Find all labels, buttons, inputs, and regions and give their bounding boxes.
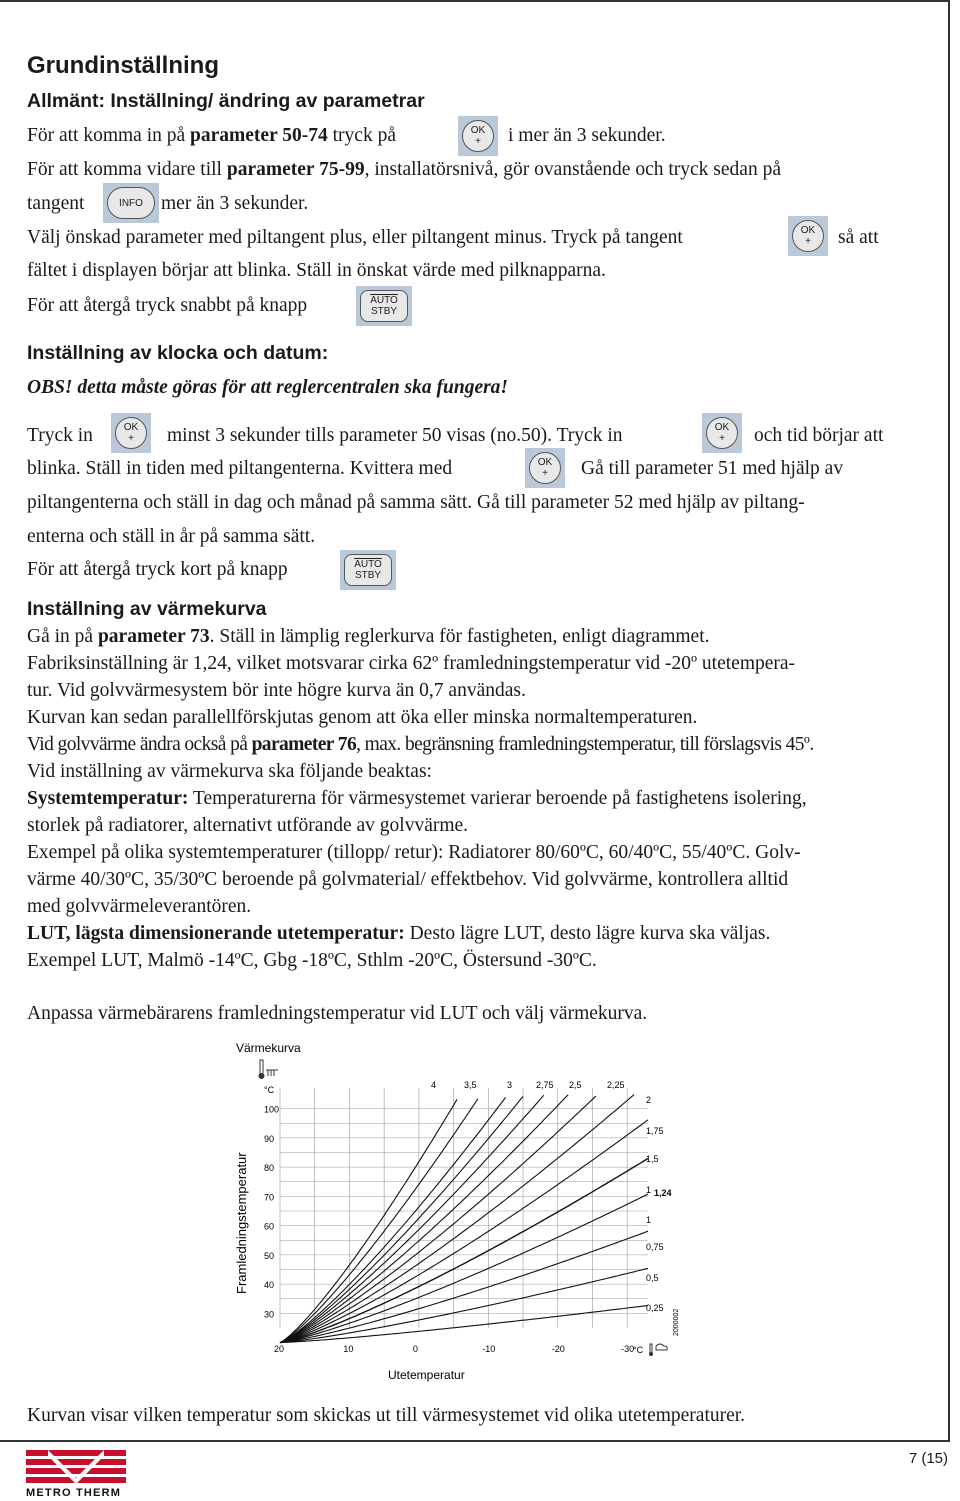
y-tick-label: 40 [264, 1280, 275, 1291]
x-tick-label: 20 [274, 1344, 285, 1354]
x-tick-label: 0 [412, 1344, 418, 1354]
curve-top-label: 2,5 [569, 1080, 582, 1090]
curve-top-label: 4 [431, 1080, 437, 1090]
clock-line-3: piltangenterna och ställ in dag och månad på samma sätt. Gå till parameter 52 med hjälp av piltang- [27, 492, 805, 513]
curve-0-75 [280, 1231, 648, 1342]
curve-line-12 [27, 922, 770, 946]
clock-heading: Inställning av klocka och datum: [27, 342, 329, 364]
text: tryck på [327, 125, 396, 146]
chart-caption: Kurvan visar vilken temperatur som skickas ut till värmesystemet vid olika utetemperaturer. [27, 1405, 746, 1426]
ok-plus-key-icon: OK + [458, 116, 498, 156]
param-ref: parameter 73 [97, 626, 210, 647]
param-range: parameter 75-99 [226, 159, 365, 180]
curve-top-label: 2,75 [536, 1080, 554, 1090]
auto-stby-key-icon: AUTO STBY [356, 286, 412, 326]
y-unit-label: °C [264, 1085, 275, 1095]
x-tick-label: -10 [482, 1344, 496, 1354]
text: För att komma in på [27, 125, 191, 146]
chart-title: Värmekurva [236, 1041, 301, 1055]
curve-right-label: 0,25 [646, 1303, 664, 1313]
curve-right-label: 1 [646, 1185, 652, 1195]
curve-right-label: 1,24 [654, 1188, 672, 1198]
y-tick-label: 30 [264, 1309, 275, 1320]
text: , installatörsnivå, gör ovanstående och tryck sedan på [364, 159, 781, 180]
general-line-3a: tangent [27, 193, 85, 214]
curve-top-label: 3,5 [464, 1080, 477, 1090]
curve-line-4: Kurvan kan sedan parallellförskjutas genom att öka eller minska normaltemperaturen. [27, 707, 698, 728]
y-tick-label: 100 [264, 1104, 280, 1115]
chart-curves [280, 1095, 648, 1343]
curve-2-25 [280, 1095, 568, 1343]
text: Desto lägre LUT, desto lägre kurva ska väljas. [404, 923, 771, 944]
curve-line-13: Exempel LUT, Malmö -14ºC, Gbg -18ºC, Sthlm -20ºC, Östersund -30ºC. [27, 950, 597, 971]
curve-right-label: 1,75 [646, 1126, 664, 1136]
text: För att komma vidare till [27, 159, 227, 180]
curve-line-10: värme 40/30ºC, 35/30ºC beroende på golvmaterial/ effektbehov. Vid golvvärme, kontrollera alltid [27, 869, 789, 890]
general-line-6: För att återgå tryck snabbt på knapp [27, 295, 308, 316]
curve-2-5 [280, 1095, 544, 1342]
metro-therm-logo [26, 1448, 126, 1498]
curve-top-label: 3 [507, 1080, 513, 1090]
general-line-2 [27, 158, 781, 182]
curve-4 [280, 1099, 457, 1342]
clock-line-5: För att återgå tryck kort på knapp [27, 559, 288, 580]
y-tick-label: 70 [264, 1192, 275, 1203]
ok-plus-key-icon: OK + [111, 413, 151, 453]
auto-stby-key-icon: AUTO STBY [340, 550, 396, 590]
y-tick-label: 90 [264, 1133, 275, 1144]
curve-1-24 [280, 1159, 648, 1343]
curve-top-label: 2,25 [607, 1080, 625, 1090]
curve-right-label: 0,5 [646, 1273, 659, 1283]
curve-line-1 [27, 625, 709, 649]
general-heading: Allmänt: Inställning/ ändring av parametrar [27, 90, 425, 112]
ok-plus-key-icon: OK + [702, 413, 742, 453]
curve-line-9: Exempel på olika systemtemperaturer (tillopp/ retur): Radiatorer 80/60ºC, 60/40ºC, 55/40ºC. Golv- [27, 842, 801, 863]
y-tick-label: 50 [264, 1250, 275, 1261]
general-line-1-end: i mer än 3 sekunder. [508, 125, 666, 146]
general-line-4: Välj önskad parameter med piltangent plus, eller piltangent minus. Tryck på tangent [27, 227, 683, 248]
text: . Ställ in lämplig reglerkurva för fastigheten, enligt diagrammet. [209, 626, 710, 647]
x-tick-label: 10 [343, 1344, 354, 1354]
logo-text: METRO THERM [26, 1487, 122, 1498]
curve-right-label: 1,5 [646, 1154, 659, 1164]
curve-right-label: 1 [646, 1215, 652, 1225]
chart-labels [264, 1080, 672, 1354]
curve-line-8: storlek på radiatorer, alternativt utförande av golvvärme. [27, 815, 469, 836]
clock-line-2a: blinka. Ställ in tiden med piltangenterna. Kvittera med [27, 458, 453, 479]
label-bold: LUT, lägsta dimensionerande utetemperatur: [27, 923, 405, 944]
x-axis-label: Utetemperatur [388, 1368, 465, 1382]
footer-divider [0, 1440, 950, 1442]
curve-line-6: Vid inställning av värmekurva ska följande beaktas: [27, 761, 432, 782]
ok-plus-key-icon: OK + [788, 216, 828, 256]
y-axis-label: Framledningstemperatur [234, 1152, 249, 1294]
curve-line-5 [27, 733, 814, 757]
clock-line-1b: minst 3 sekunder tills parameter 50 visas (no.50). Tryck in [167, 425, 623, 446]
y-tick-label: 60 [264, 1221, 275, 1232]
curve-right-label: 2 [646, 1095, 652, 1105]
clock-line-1a: Tryck in [27, 425, 93, 446]
thermometer-icon [259, 1060, 279, 1079]
general-line-4b: så att [838, 227, 879, 248]
curve-line-14: Anpassa värmebärarens framledningstemperatur vid LUT och välj värmekurva. [27, 1003, 648, 1024]
heating-curve-chart [226, 1036, 706, 1390]
clock-line-4: enterna och ställ in år på samma sätt. [27, 526, 316, 547]
curve-line-2: Fabriksinställning är 1,24, vilket motsvarar cirka 62º framledningstemperatur vid -20º utetempera- [27, 653, 796, 674]
page-number: 7 (15) [908, 1450, 948, 1467]
text: Gå in på [27, 626, 98, 647]
y-tick-label: 80 [264, 1163, 275, 1174]
text: Temperaturerna för värmesystemet varierar beroende på fastighetens isolering, [188, 788, 807, 809]
x-tick-label: -20 [551, 1344, 565, 1354]
clock-line-2b: Gå till parameter 51 med hjälp av [581, 458, 844, 479]
clock-obs: OBS! detta måste göras för att reglercentralen ska fungera! [27, 377, 509, 398]
curve-line-3: tur. Vid golvvärmesystem bör inte högre kurva än 0,7 användas. [27, 680, 526, 701]
info-key-icon: INFO [103, 183, 159, 223]
x-unit-label: °C [633, 1345, 644, 1355]
curve-line-11: med golvvärmeleverantören. [27, 896, 252, 917]
page-title: Grundinställning [27, 52, 219, 79]
curve-1-75 [280, 1095, 634, 1343]
param-range: parameter 50-74 [190, 125, 328, 146]
outdoor-icon [649, 1344, 667, 1356]
param-ref: parameter 76 [251, 734, 357, 755]
label-bold: Systemtemperatur: [27, 788, 189, 809]
clock-line-1c: och tid börjar att [754, 425, 884, 446]
general-line-1 [27, 124, 396, 148]
figure-code: 2000002 [673, 1308, 680, 1336]
curve-line-7 [27, 787, 807, 811]
x-tick-label: -30 [621, 1344, 635, 1354]
text: Vid golvvärme ändra också på [27, 734, 252, 755]
general-line-5: fältet i displayen börjar att blinka. Ställ in önskat värde med pilknapparna. [27, 260, 606, 281]
ok-plus-key-icon: OK + [525, 448, 565, 488]
text: , max. begränsning framledningstemperatur, till förslagsvis 45º. [356, 734, 814, 755]
general-line-3b: mer än 3 sekunder. [161, 193, 309, 214]
curve-right-label: 0,75 [646, 1242, 664, 1252]
curve-heading: Inställning av värmekurva [27, 598, 267, 620]
